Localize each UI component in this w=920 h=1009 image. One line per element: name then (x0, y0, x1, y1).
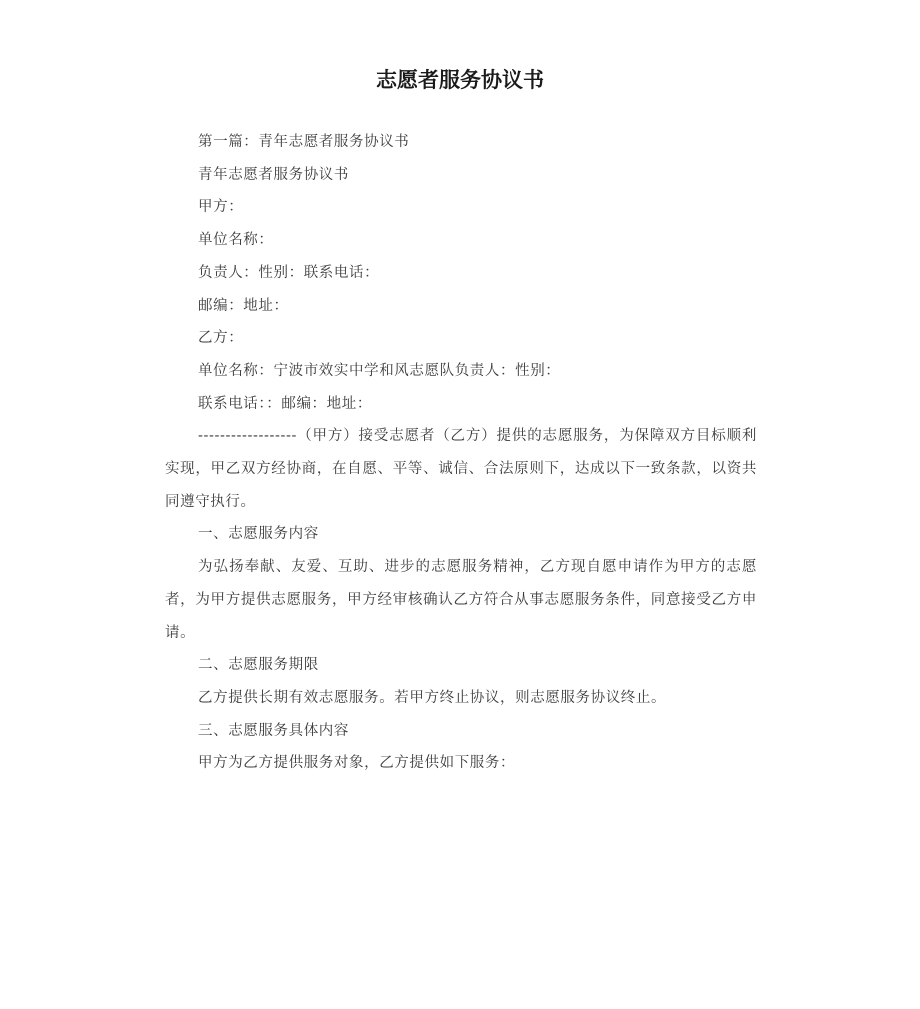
service-details-paragraph: 甲方为乙方提供服务对象，乙方提供如下服务： (198, 755, 516, 772)
section-heading-part-one: 第一篇：青年志愿者服务协议书 (198, 134, 410, 150)
party-b-contact: 联系电话：：邮编：地址： (198, 395, 372, 412)
party-b-label: 乙方： (198, 330, 244, 347)
party-a-unit-name: 单位名称： (198, 232, 274, 249)
section-heading-term: 二、志愿服务期限 (198, 657, 319, 674)
document-body (165, 126, 757, 780)
section-heading-details: 三、志愿服务具体内容 (198, 722, 349, 739)
party-a-contact-person: 负责人：性别：联系电话： (198, 264, 380, 281)
party-a-address: 邮编：地址： (198, 297, 289, 314)
agreement-subtitle: 青年志愿者服务协议书 (198, 166, 349, 183)
service-content-paragraph: 为弘扬奉献、友爱、互助、进步的志愿服务精神，乙方现自愿申请作为甲方的志愿者，为甲方提供志愿服务，甲方经审核确认乙方符合从事志愿服务条件，同意接受乙方申请。 (165, 559, 757, 641)
preamble-paragraph: ------------------（甲方）接受志愿者（乙方）提供的志愿服务，为保障双方目标顺利实现，甲乙双方经协商，在自愿、平等、诚信、合法原则下，达成以下一致条款，以资共同遵守执行。 (165, 428, 757, 510)
section-heading-content: 一、志愿服务内容 (198, 526, 319, 543)
document-title: 志愿者服务协议书 (376, 68, 544, 92)
service-term-paragraph: 乙方提供长期有效志愿服务。若甲方终止协议，则志愿服务协议终止。 (198, 689, 667, 706)
party-b-unit-name: 单位名称：宁波市效实中学和风志愿队负责人：性别： (198, 362, 561, 379)
party-a-label: 甲方： (198, 199, 244, 216)
